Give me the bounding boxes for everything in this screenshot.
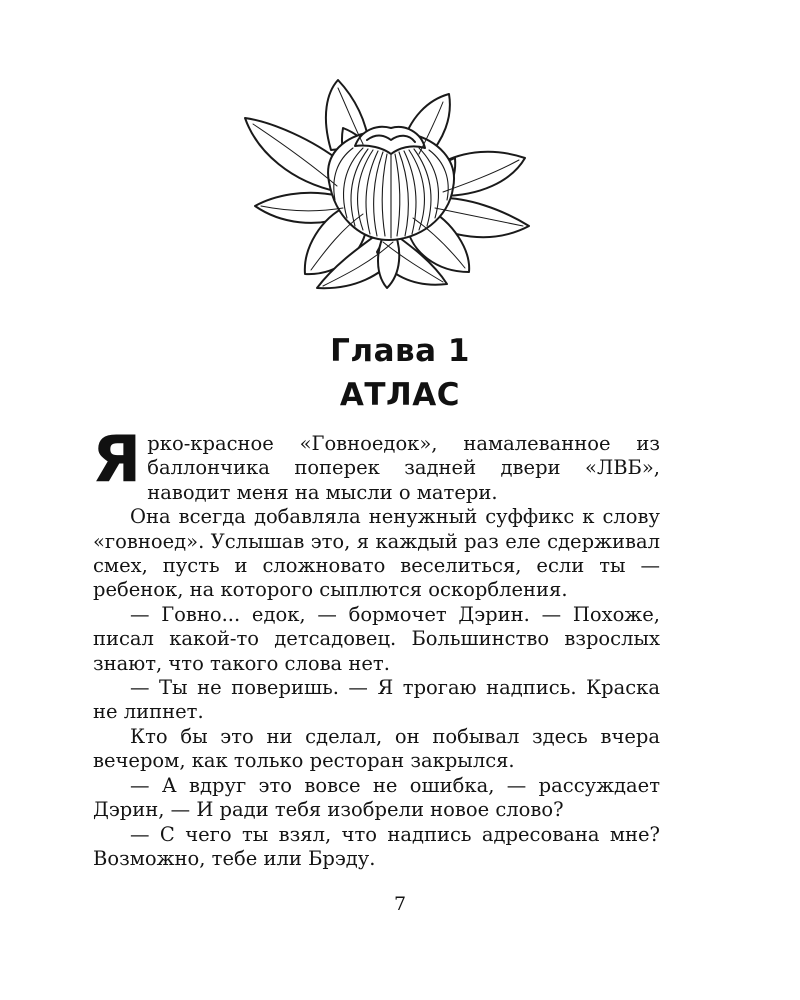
paragraph-text: рко-красное «Говноедок», намалеванное из баллончика поперек задней двери «ЛВБ», наводит меня на мысли о матери. [147,432,660,504]
paragraph: — А вдруг это вовсе не ошибка, — рассуждает Дэрин, — И ради тебя изобрели новое слово? [93,773,660,822]
paragraph [92,423,660,505]
paragraph: Кто бы это ни сделал, он побывал здесь вчера вечером, как только ресторан закрылся. [93,724,660,773]
lotus-flower-icon [243,78,533,290]
paragraph: — Ты не поверишь. — Я трогаю надпись. Краска не липнет. [93,676,660,724]
body-text [92,423,660,871]
chapter-number: Глава 1 [330,333,470,369]
paragraph: — С чего ты взял, что надпись адресована мне? Возможно, тебе или Брэду. [93,822,660,870]
page-number: 7 [393,893,407,915]
chapter-title: АТЛАС [339,377,461,413]
drop-cap: Я [92,423,142,497]
paragraph: Она всегда добавляла ненужный суффикс к слову «говноед». Услышав это, я каждый раз еле сдерживал смех, пусть и сложновато веселиться, если ты — ребенок, на которого сыплются оскорбления. [93,505,660,602]
paragraph: — Говно... едок, — бормочет Дэрин. — Похоже, писал какой-то детсадовец. Большинство взрослых знают, что такого слова нет. [93,602,660,675]
